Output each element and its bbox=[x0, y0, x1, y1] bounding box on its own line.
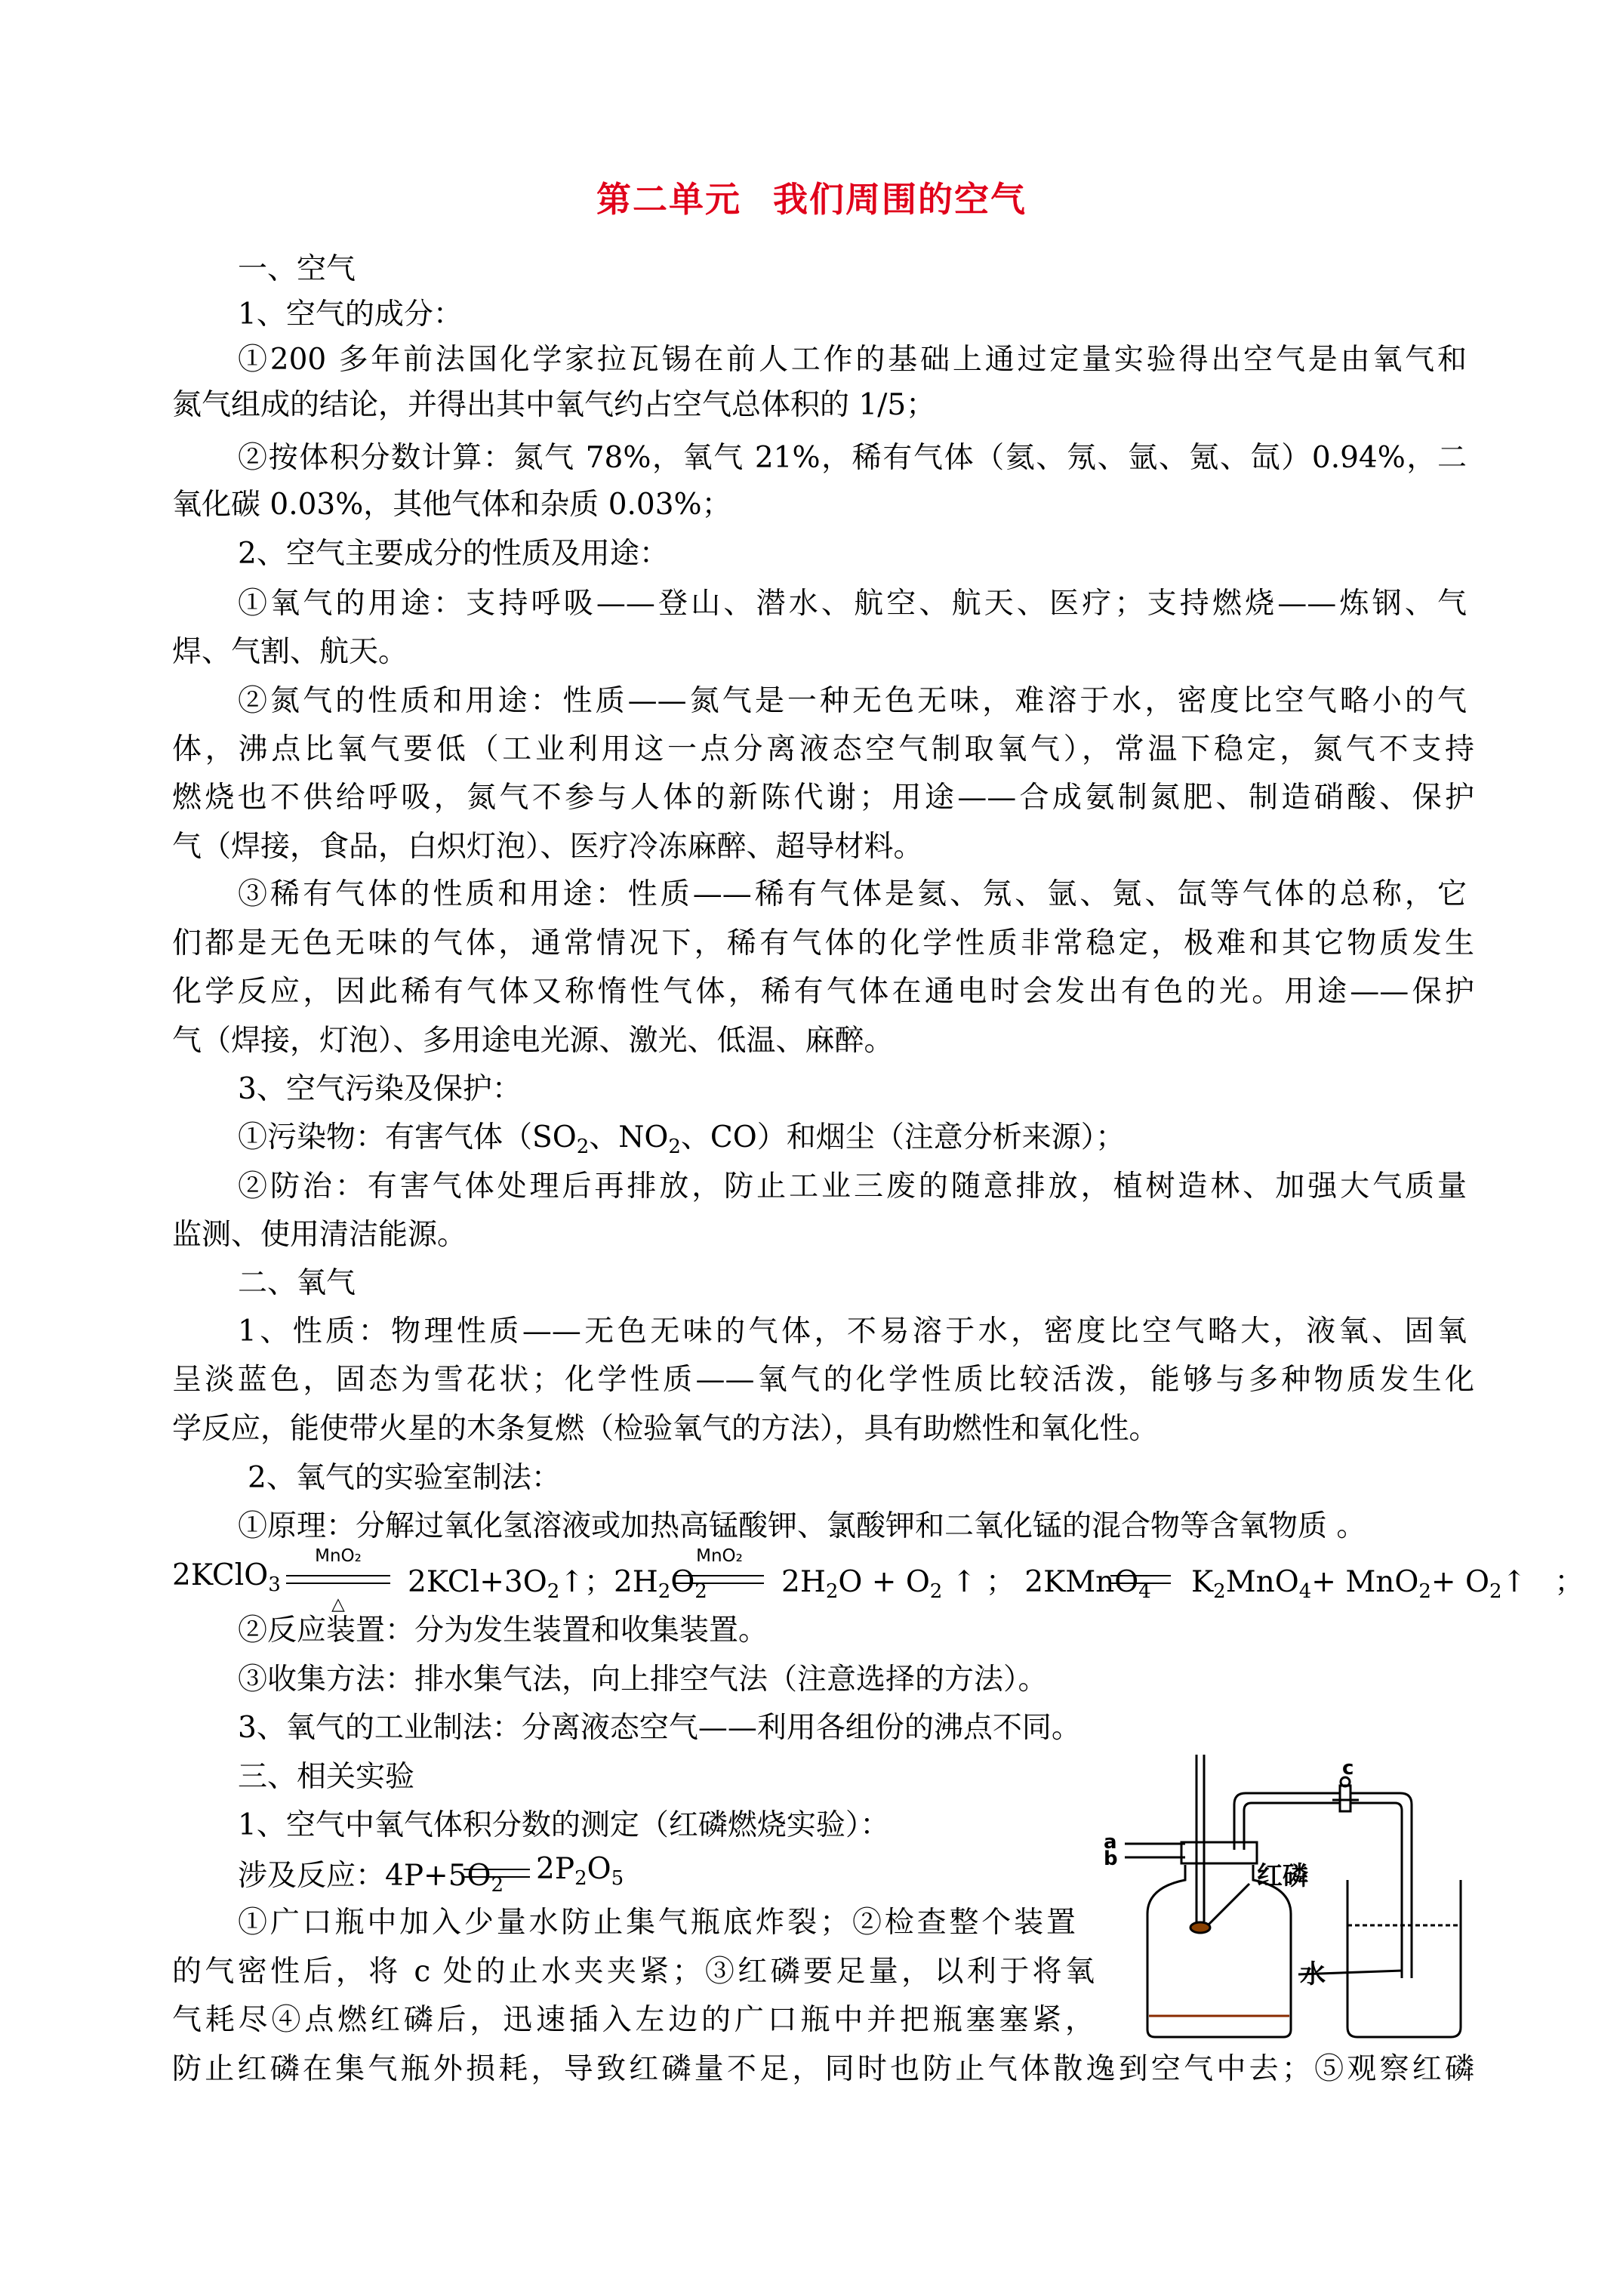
title-unit: 第二单元 bbox=[596, 179, 741, 220]
paragraph-line: 的气密性后，将 c 处的止水夹夹紧；③红磷要足量，以利于将氧 bbox=[172, 1955, 1095, 1989]
equation-kclo3-products: $2KCl+3O_2↑$；$2H_2O_2$ bbox=[408, 1565, 707, 1603]
equation-kclo3: 2KClO$_3$ bbox=[172, 1558, 281, 1596]
paragraph-line: 监测、使用清洁能源。 bbox=[172, 1218, 467, 1252]
subheading-oxygen-volume-experiment: 1、空气中氧气体积分数的测定（红磷燃烧实验）： bbox=[238, 1808, 890, 1842]
paragraph-line: ②反应装置：分为发生装置和收集装置。 bbox=[238, 1613, 768, 1647]
paragraph-line: 体，沸点比氧气要低（工业利用这一点分离液态空气制取氧气），常温下稳定，氮气不支持 bbox=[172, 732, 1474, 766]
paragraph-line: 们都是无色无味的气体，通常情况下，稀有气体的化学性质非常稳定，极难和其它物质发生 bbox=[172, 926, 1474, 960]
paragraph-line: 3、氧气的工业制法：分离液态空气——利用各组份的沸点不同。 bbox=[238, 1711, 1081, 1745]
paragraph-line: 气（焊接，食品，白炽灯泡）、医疗冷冻麻醉、超导材料。 bbox=[172, 830, 923, 864]
paragraph-line: ①原理：分解过氧化氢溶液或加热高锰酸钾、氯酸钾和二氧化锰的混合物等含氧物质 。 bbox=[238, 1509, 1366, 1543]
paragraph-line: 燃烧也不供给呼吸，氮气不参与人体的新陈代谢；用途——合成氨制氮肥、制造硝酸、保护 bbox=[172, 781, 1474, 815]
page-title bbox=[0, 172, 1623, 222]
section-heading-oxygen: 二、氧气 bbox=[238, 1266, 356, 1300]
paragraph-line: 学反应，能使带火星的木条复燃（检验氧气的方法），具有助燃性和氧化性。 bbox=[172, 1412, 1159, 1446]
paragraph-line: 气耗尽④点燃红磷后，迅速插入左边的广口瓶中并把瓶塞塞紧， bbox=[172, 2003, 1095, 2037]
equation-h2o2-products: $2H_2O + O_2$ ↑ ； 2KMnO$_4$ bbox=[781, 1565, 1151, 1603]
subheading-oxygen-lab-preparation: 2、氧气的实验室制法： bbox=[248, 1461, 561, 1495]
paragraph-line: 防止红磷在集气瓶外损耗，导致红磷量不足，同时也防止气体散逸到空气中去；⑤观察红磷 bbox=[172, 2052, 1474, 2086]
paragraph-line: 焊、气割、航天。 bbox=[172, 635, 408, 669]
label-water: 水 bbox=[1300, 1959, 1326, 1989]
paragraph-line: 呈淡蓝色，固态为雪花状；化学性质——氧气的化学性质比较活泼，能够与多种物质发生化 bbox=[172, 1363, 1474, 1397]
label-b: b bbox=[1104, 1848, 1118, 1870]
red-phosphorus-apparatus-diagram bbox=[1102, 1752, 1495, 2046]
subheading-air-properties: 2、空气主要成分的性质及用途： bbox=[238, 537, 669, 571]
paragraph-line: 化学反应，因此稀有气体又称惰性气体，稀有气体在通电时会发出有色的光。用途——保护 bbox=[172, 975, 1474, 1009]
paragraph-line: 气（焊接，灯泡）、多用途电光源、激光、低温、麻醉。 bbox=[172, 1024, 894, 1058]
section-heading-experiments: 三、相关实验 bbox=[238, 1760, 415, 1794]
document-page: 第二单元 我们周围的空气 一、空气 1、空气的成分： ①200 多年前法国化学家拉瓦锡在前人工作的基础上通过定量实验得出空气是由氧气和 氮气组成的结论，并得出其中氧气约占空气总体积的 1/5； ②按体积分数计算：氮气 78%，氧气 21%，稀有气体（氦、氖、氩、氪、氙）0.94%，二 氧化碳 0.03%，其他气体和杂质 0.03%； 2、空气主要成分的性质及用途： ①氧气的用途：支持呼吸——登山、潜水、航空、航天、医疗；支持燃烧——炼钢、气 焊、气割、航天。 ②氮气的性质和用途：性质——氮气是一种无色无味，难溶于水，密度比空气略小的气 体，沸点比氧气要低（工业利用这一点分离液态空气制取氧气），常温下稳定，氮气不支持 燃烧也不供给呼吸，氮气不参与人体的新陈代谢；用途——合成氨制氮肥、制造硝酸、保护 气（焊接，食品，白炽灯泡）、医疗冷冻麻醉、超导材料。 ③稀有气体的性质和用途：性质——稀有气体是氦、氖、氩、氪、氙等气体的总称，它 们都是无色无味的气体，通常情况下，稀有气体的化学性质非常稳定，极难和其它物质发生 化学反应，因此稀有气体又称惰性气体，稀有气体在通电时会发出有色的光。用途——保护 气（焊接，灯泡）、多用途电光源、激光、低温、麻醉。 3、空气污染及保护： ①污染物：有害气体（$SO_2$、$NO_2$、CO）和烟尘（注意分析来源）； ②防治：有害气体处理后再排放，防止工业三废的随意排放，植树造林、加强大气质量 监测、使用清洁能源。 二、氧气 1、性质：物理性质——无色无味的气体，不易溶于水，密度比空气略大，液氧、固氧 呈淡蓝色，固态为雪花状；化学性质——氧气的化学性质比较活泼，能够与多种物质发生化 学反应，能使带火星的木条复燃（检验氧气的方法），具有助燃性和氧化性。 2、氧气的实验室制法： ①原理：分解过氧化氢溶液或加热高锰酸钾、氯酸钾和二氧化锰的混合物等含氧物质 。 2KClO$_3$ MnO₂ △ $2KCl+3O_2↑$；$2H_2O_2$ MnO₂ $2H_2O + O_2$ ↑ ； 2KMnO$_4$ $K_2MnO_4+ MnO_2+$ $O_2↑$ ； ②反应装置：分为发生装置和收集装置。 ③收集方法：排水集气法，向上排空气法（注意选择的方法）。 3、氧气的工业制法：分离液态空气——利用各组份的沸点不同。 三、相关实验 1、空气中氧气体积分数的测定（红磷燃烧实验）： 涉及反应：$4P+5O_2$ $2P_2O_5$ ①广口瓶中加入少量水防止集气瓶底炸裂；②检查整个装置 的气密性后，将 c 处的止水夹夹紧；③红磷要足量，以利于将氧 气耗尽④点燃红磷后，迅速插入左边的广口瓶中并把瓶塞塞紧， 防止红磷在集气瓶外损耗，导致红磷量不足，同时也防止气体散逸到空气中去；⑤观察红磷 a b c 红磷 水 bbox=[0, 0, 1623, 2296]
equation-kmno4-products: $K_2MnO_4+ MnO_2+$ $O_2↑$ ； bbox=[1191, 1565, 1585, 1603]
paragraph-line: ①广口瓶中加入少量水防止集气瓶底炸裂；②检查整个装置 bbox=[238, 1906, 1076, 1940]
paragraph-line: ②防治：有害气体处理后再排放，防止工业三废的随意排放，植树造林、加强大气质量 bbox=[238, 1170, 1467, 1203]
equation-phosphorus-product: $2P_2O_5$ bbox=[536, 1852, 624, 1890]
paragraph-line: 氧化碳 0.03%，其他气体和杂质 0.03%； bbox=[172, 488, 731, 522]
paragraph-line: ①氧气的用途：支持呼吸——登山、潜水、航空、航天、医疗；支持燃烧——炼钢、气 bbox=[238, 587, 1467, 621]
paragraph-line: ①200 多年前法国化学家拉瓦锡在前人工作的基础上通过定量实验得出空气是由氧气和 bbox=[238, 343, 1467, 377]
section-heading-air: 一、空气 bbox=[238, 252, 356, 286]
paragraph-line: ②氮气的性质和用途：性质——氮气是一种无色无味，难溶于水，密度比空气略小的气 bbox=[238, 684, 1467, 718]
title-topic: 我们周围的空气 bbox=[773, 179, 1027, 220]
subheading-air-composition: 1、空气的成分： bbox=[238, 297, 463, 331]
label-red-phosphorus: 红磷 bbox=[1257, 1861, 1308, 1891]
paragraph-line: ①污染物：有害气体（$SO_2$、$NO_2$、CO）和烟尘（注意分析来源）； bbox=[238, 1120, 1126, 1158]
equation-phosphorus: 涉及反应：$4P+5O_2$ bbox=[238, 1859, 504, 1897]
subheading-air-pollution: 3、空气污染及保护： bbox=[238, 1072, 522, 1106]
paragraph-line: ③收集方法：排水集气法，向上排空气法（注意选择的方法）。 bbox=[238, 1663, 1048, 1697]
paragraph-line: 1、性质：物理性质——无色无味的气体，不易溶于水，密度比空气略大，液氧、固氧 bbox=[238, 1314, 1467, 1348]
label-c: c bbox=[1342, 1757, 1354, 1780]
paragraph-line: ③稀有气体的性质和用途：性质——稀有气体是氦、氖、氩、氪、氙等气体的总称，它 bbox=[238, 877, 1467, 911]
paragraph-line: 氮气组成的结论，并得出其中氧气约占空气总体积的 1/5； bbox=[172, 388, 936, 422]
label-a: a bbox=[1104, 1831, 1117, 1854]
paragraph-line: ②按体积分数计算：氮气 78%，氧气 21%，稀有气体（氦、氖、氩、氪、氙）0.94%，二 bbox=[238, 441, 1467, 475]
